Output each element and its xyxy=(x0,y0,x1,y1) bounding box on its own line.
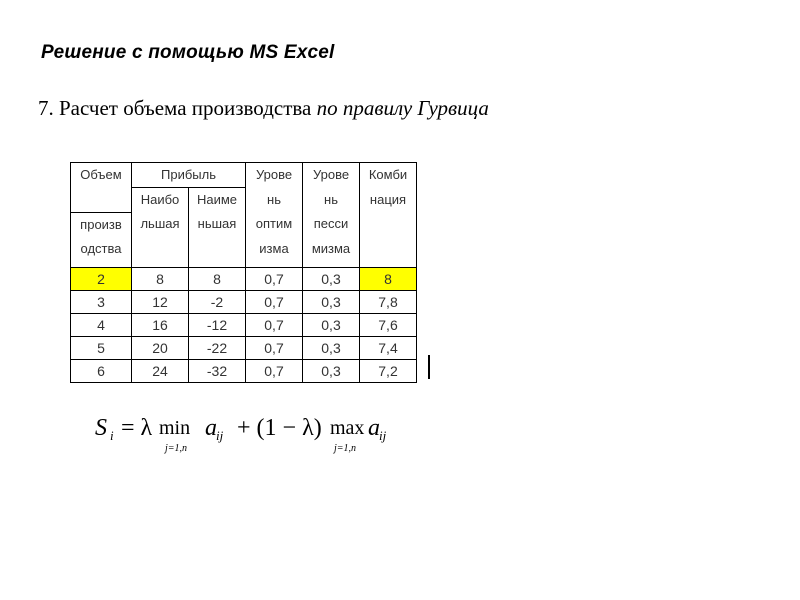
table-row xyxy=(71,336,417,359)
hurwicz-table xyxy=(70,162,417,383)
cell-max-profit: 20 xyxy=(132,336,189,359)
cell-pessimism: 0,3 xyxy=(303,290,360,313)
table-row xyxy=(71,313,417,336)
cell-pessimism: 0,3 xyxy=(303,267,360,290)
table-header-row-3 xyxy=(71,212,417,237)
header-level1-mid: нь xyxy=(246,188,303,213)
cell-optimism: 0,7 xyxy=(246,290,303,313)
formula-max: max xyxy=(330,417,365,439)
header-volume-b1: произв xyxy=(71,212,132,237)
formula-max-sub: j=1,n xyxy=(334,443,357,454)
header-comb-mid: нация xyxy=(360,188,417,213)
header-max-2: льшая xyxy=(132,212,189,237)
formula-a1: a xyxy=(205,415,217,441)
cell-combination: 8 xyxy=(360,267,417,290)
table-row xyxy=(71,359,417,382)
cell-max-profit: 8 xyxy=(132,267,189,290)
header-level1-b1: оптим xyxy=(246,212,303,237)
formula-min-sub: j=1,n xyxy=(165,443,188,454)
cell-pessimism: 0,3 xyxy=(303,336,360,359)
header-comb-empty-2 xyxy=(360,237,417,268)
header-profit: Прибыль xyxy=(132,163,246,188)
cell-min-profit: -2 xyxy=(189,290,246,313)
header-min-empty xyxy=(189,237,246,268)
formula-a2: a xyxy=(368,415,380,441)
header-max-empty xyxy=(132,237,189,268)
formula-a1-sub: ij xyxy=(216,428,224,443)
header-comb-empty-1 xyxy=(360,212,417,237)
formula-S-sub: i xyxy=(110,428,114,443)
slide-subtitle xyxy=(38,96,489,121)
table-header-row-4 xyxy=(71,237,417,268)
table-row xyxy=(71,290,417,313)
header-level1-top: Урове xyxy=(246,163,303,188)
header-level2-mid: нь xyxy=(303,188,360,213)
cell-volume: 4 xyxy=(71,313,132,336)
cell-volume: 3 xyxy=(71,290,132,313)
cell-volume: 2 xyxy=(71,267,132,290)
cell-pessimism: 0,3 xyxy=(303,313,360,336)
cell-pessimism: 0,3 xyxy=(303,359,360,382)
header-volume-top: Объем xyxy=(71,163,132,188)
cell-max-profit: 12 xyxy=(132,290,189,313)
cell-optimism: 0,7 xyxy=(246,359,303,382)
formula-min: min xyxy=(159,417,191,439)
cell-combination: 7,6 xyxy=(360,313,417,336)
table-header-row-1 xyxy=(71,163,417,188)
formula-S: S xyxy=(95,415,107,441)
cell-combination: 7,4 xyxy=(360,336,417,359)
slide-heading: Решение с помощью MS Excel xyxy=(41,42,335,63)
header-max-1: Наибо xyxy=(132,188,189,213)
cell-combination: 7,2 xyxy=(360,359,417,382)
table-header-row-2 xyxy=(71,188,417,213)
header-level2-b2: мизма xyxy=(303,237,360,268)
header-volume-b2: одства xyxy=(71,237,132,268)
header-comb-top: Комби xyxy=(360,163,417,188)
header-level2-b1: песси xyxy=(303,212,360,237)
hurwicz-formula xyxy=(95,415,415,463)
cell-min-profit: -32 xyxy=(189,359,246,382)
header-min-2: ньшая xyxy=(189,212,246,237)
cell-volume: 6 xyxy=(71,359,132,382)
cell-min-profit: -22 xyxy=(189,336,246,359)
cell-min-profit: -12 xyxy=(189,313,246,336)
subtitle-prefix: 7. Расчет объема производства xyxy=(38,96,317,120)
table-row xyxy=(71,267,417,290)
cell-edge-marker xyxy=(428,355,430,379)
cell-combination: 7,8 xyxy=(360,290,417,313)
cell-optimism: 0,7 xyxy=(246,267,303,290)
cell-volume: 5 xyxy=(71,336,132,359)
subtitle-emphasis: по правилу Гурвица xyxy=(316,96,489,120)
cell-optimism: 0,7 xyxy=(246,313,303,336)
formula-eq: = λ xyxy=(121,415,153,441)
header-min-1: Наиме xyxy=(189,188,246,213)
cell-max-profit: 24 xyxy=(132,359,189,382)
cell-optimism: 0,7 xyxy=(246,336,303,359)
cell-max-profit: 16 xyxy=(132,313,189,336)
formula-a2-sub: ij xyxy=(379,428,387,443)
formula-plus: + (1 − λ) xyxy=(237,415,322,441)
header-volume-gap xyxy=(71,188,132,213)
header-level2-top: Урове xyxy=(303,163,360,188)
cell-min-profit: 8 xyxy=(189,267,246,290)
header-level1-b2: изма xyxy=(246,237,303,268)
